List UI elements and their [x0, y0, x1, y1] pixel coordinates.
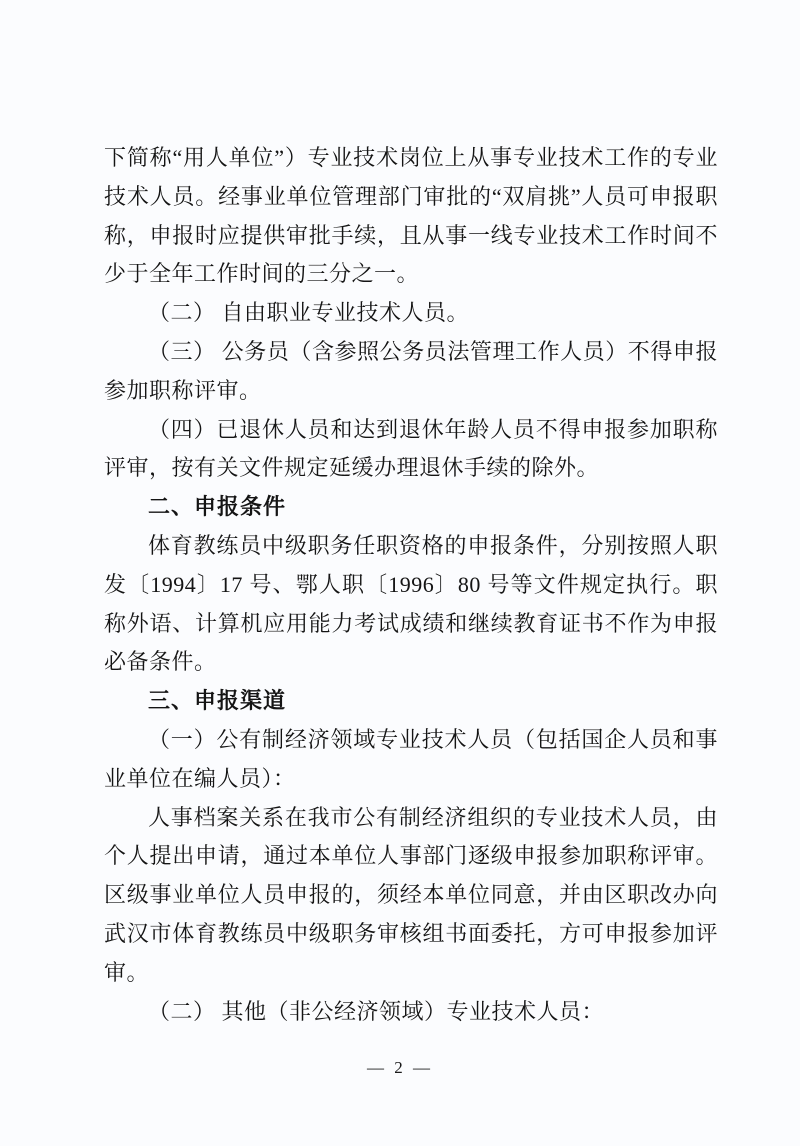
paragraph: （三） 公务员（含参照公务员法管理工作人员）不得申报参加职称评审。: [104, 338, 718, 403]
section-heading: 三、申报渠道: [148, 688, 287, 714]
document-body: [104, 139, 718, 1031]
paragraph: 人事档案关系在我市公有制经济组织的专业技术人员，由个人提出申请，通过本单位人事部门逐级申报参加职称评审。区级事业单位人员申报的，须经本单位同意，并由区职改办向武汉市体育教练员中级职务审核组书面委托，方可申报参加评审。: [104, 804, 718, 985]
paragraph: （一）公有制经济领域专业技术人员（包括国企人员和事业单位在编人员）：: [104, 726, 718, 791]
paragraph: 下简称“用人单位”）专业技术岗位上从事专业技术工作的专业技术人员。经事业单位管理部门审批的“双肩挑”人员可申报职称，申报时应提供审批手续，且从事一线专业技术工作时间不少于全年工作时间的三分之一。: [104, 145, 719, 287]
paragraph: （二） 自由职业专业技术人员。: [148, 300, 470, 326]
paragraph: 体育教练员中级职务任职资格的申报条件，分别按照人职发〔1994〕17 号、鄂人职〔1996〕80 号等文件规定执行。职称外语、计算机应用能力考试成绩和继续教育证书不作为申报必备条件。: [104, 532, 718, 675]
page-number: — 2 —: [367, 1058, 433, 1077]
paragraph: （二） 其他（非公经济领域）专业技术人员：: [148, 998, 605, 1024]
section-heading: 二、申报条件: [148, 494, 287, 520]
paragraph: （四）已退休人员和达到退休年龄人员不得申报参加职称评审，按有关文件规定延缓办理退休手续的除外。: [104, 416, 718, 481]
